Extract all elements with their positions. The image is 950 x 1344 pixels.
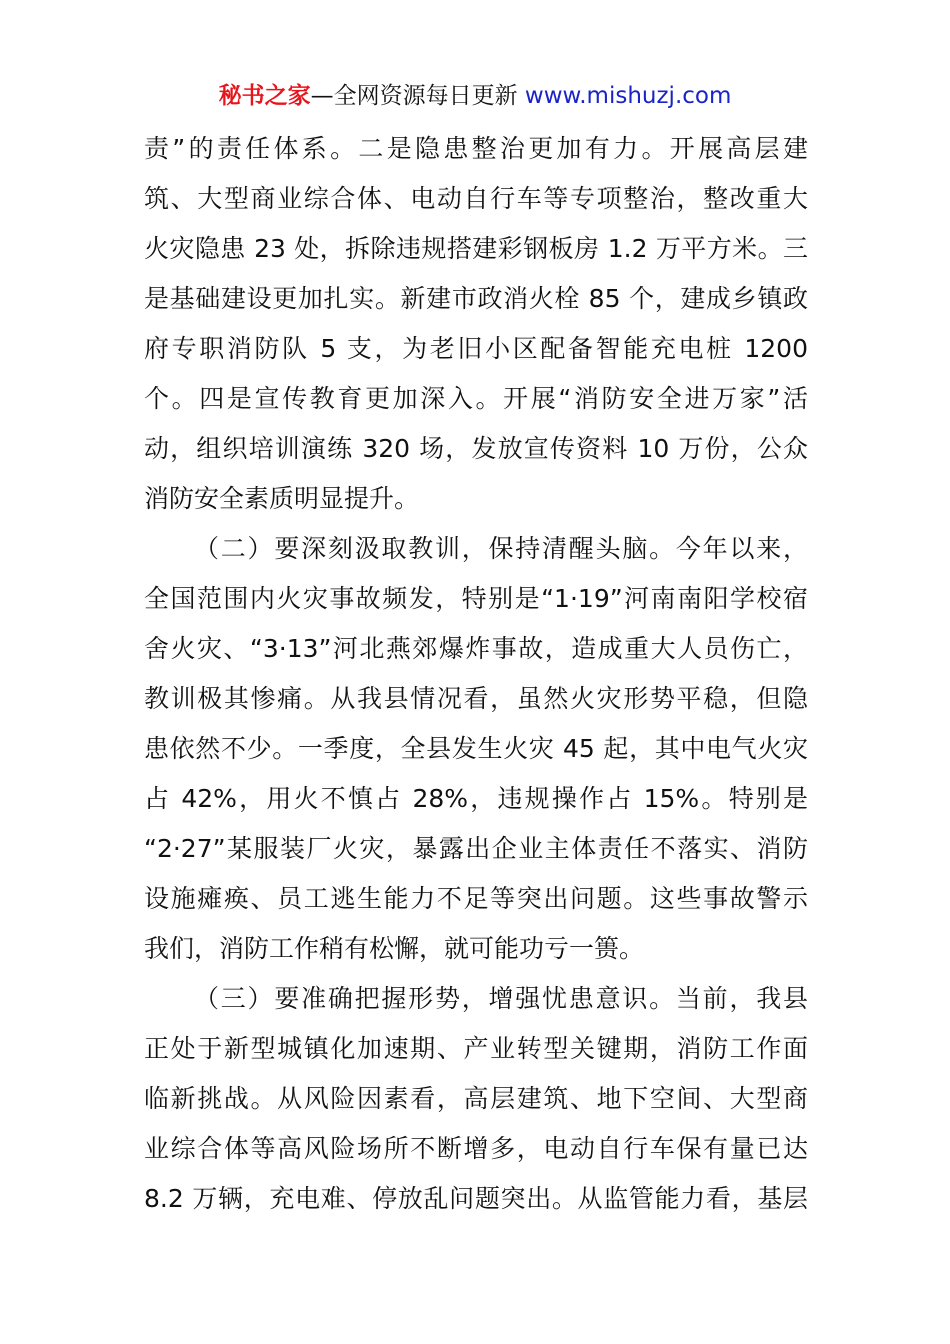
text-line: 筑、大型商业综合体、电动自行车等专项整治，整改重大 <box>144 184 808 213</box>
site-header <box>0 80 950 112</box>
text-line: 是基础建设更加扎实。新建市政消火栓 85 个，建成乡镇政 <box>144 284 808 313</box>
text-line: 消防安全素质明显提升。 <box>144 484 420 513</box>
text-line: 8.2 万辆，充电难、停放乱问题突出。从监管能力看，基层 <box>144 1184 808 1213</box>
text-line: 教训极其惨痛。从我县情况看，虽然火灾形势平稳，但隐 <box>144 684 808 713</box>
text-line: 占 42%，用火不慎占 28%，违规操作占 15%。特别是 <box>144 784 808 813</box>
text-line: 设施瘫痪、员工逃生能力不足等突出问题。这些事故警示 <box>144 884 808 913</box>
site-brand: 秘书之家 <box>218 83 311 109</box>
text-line: 临新挑战。从风险因素看，高层建筑、地下空间、大型商 <box>144 1084 808 1113</box>
site-slogan: —全网资源每日更新 <box>310 83 518 109</box>
text-line: 全国范围内火灾事故频发，特别是“1·19”河南南阳学校宿 <box>144 584 808 613</box>
document-body <box>144 124 808 1224</box>
text-line: 患依然不少。一季度，全县发生火灾 45 起，其中电气火灾 <box>144 734 808 763</box>
text-line: 个。四是宣传教育更加深入。开展“消防安全进万家”活 <box>144 384 808 413</box>
paragraph-heading-line: （三）要准确把握形势，增强忧患意识。当前，我县 <box>194 984 808 1013</box>
text-line: 府专职消防队 5 支，为老旧小区配备智能充电桩 1200 <box>144 334 808 363</box>
text-line: “2·27”某服装厂火灾，暴露出企业主体责任不落实、消防 <box>144 834 808 863</box>
text-line: 动，组织培训演练 320 场，发放宣传资料 10 万份，公众 <box>144 434 808 463</box>
site-url-link[interactable]: www.mishuzj.com <box>524 83 732 109</box>
text-line: 我们，消防工作稍有松懈，就可能功亏一篑。 <box>144 934 645 963</box>
text-line: 舍火灾、“3·13”河北燕郊爆炸事故，造成重大人员伤亡， <box>144 634 808 663</box>
text-line: 火灾隐患 23 处，拆除违规搭建彩钢板房 1.2 万平方米。三 <box>144 234 808 263</box>
text-line: 正处于新型城镇化加速期、产业转型关键期，消防工作面 <box>144 1034 808 1063</box>
text-line: 业综合体等高风险场所不断增多，电动自行车保有量已达 <box>144 1134 808 1163</box>
text-line: 责”的责任体系。二是隐患整治更加有力。开展高层建 <box>144 134 808 163</box>
paragraph-heading-line: （二）要深刻汲取教训，保持清醒头脑。今年以来， <box>194 534 808 563</box>
